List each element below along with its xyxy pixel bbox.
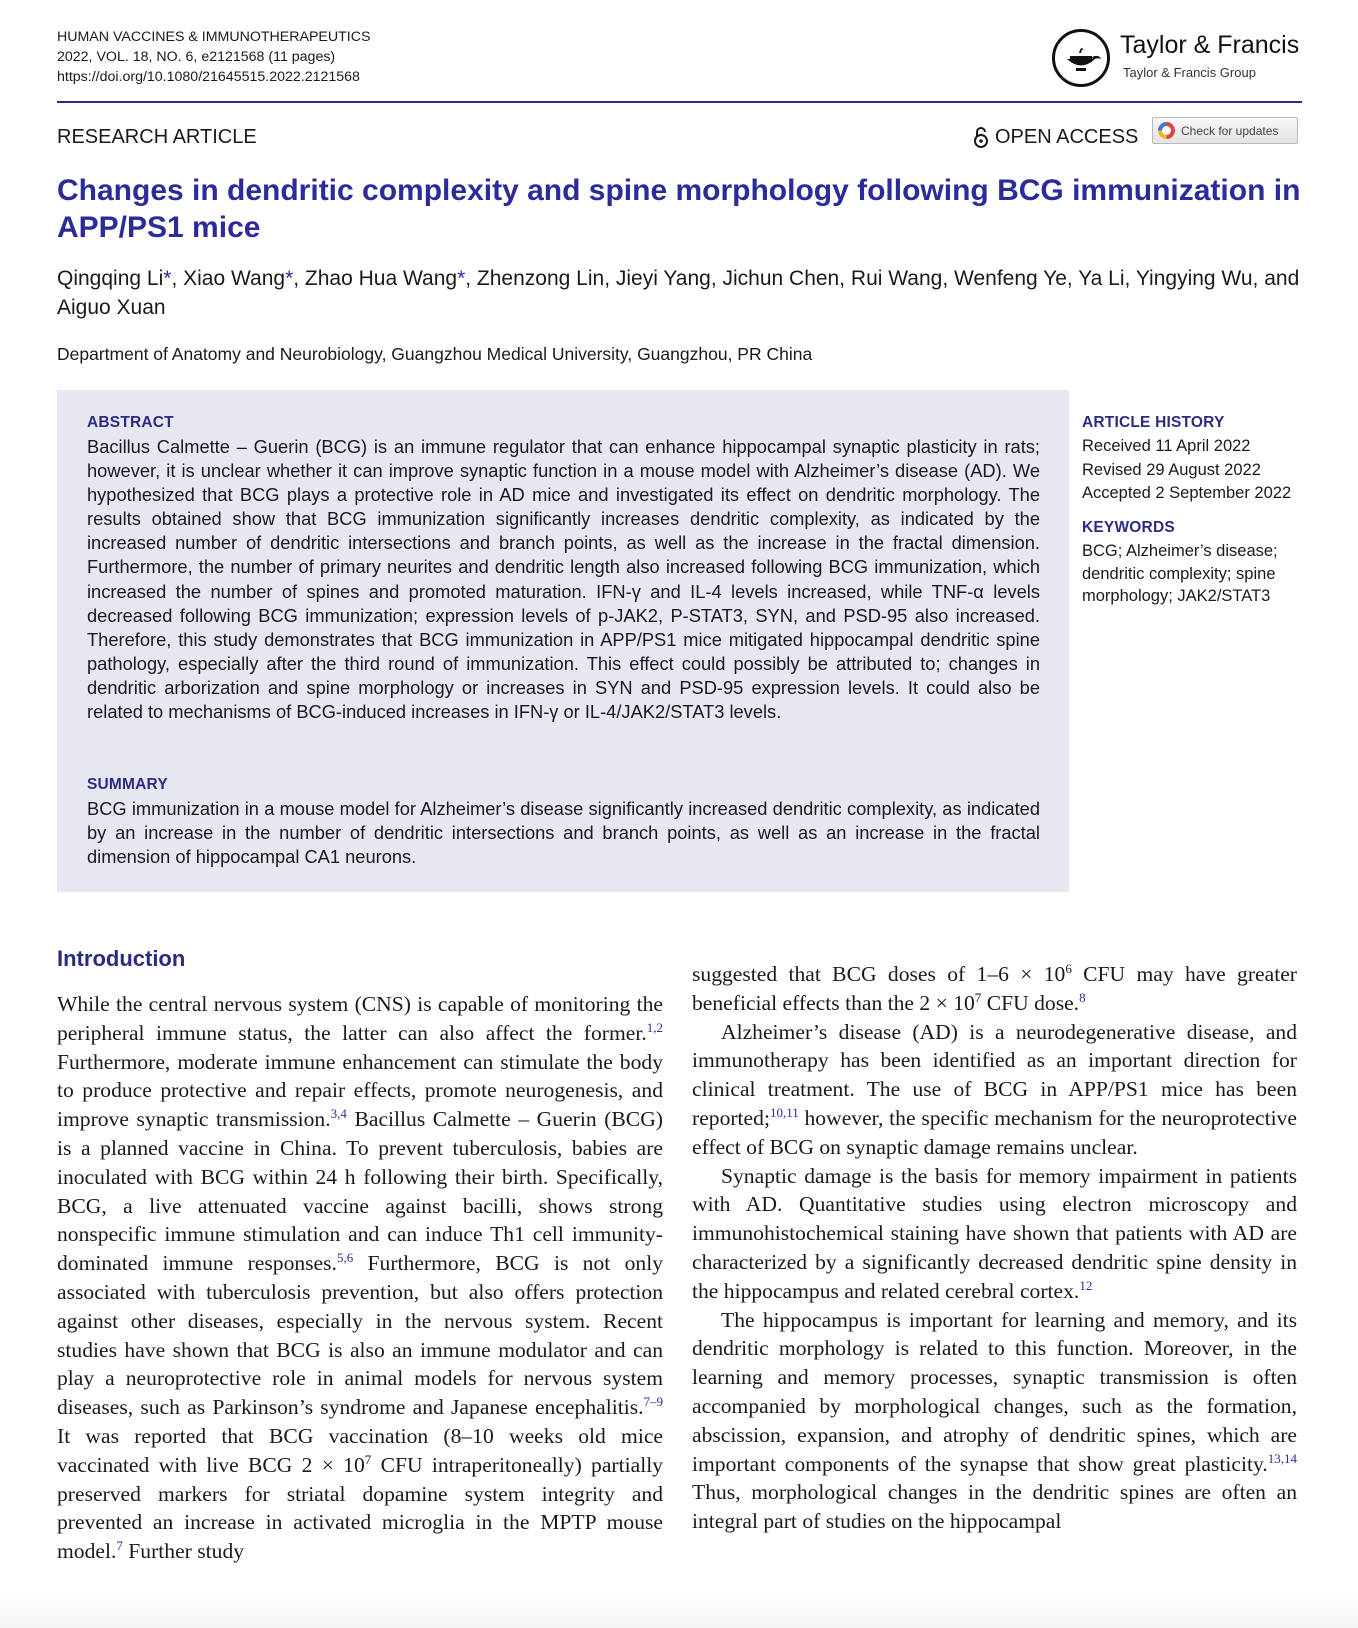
open-lock-icon: [973, 125, 989, 149]
summary-heading: SUMMARY: [87, 776, 168, 793]
received-date: Received 11 April 2022: [1082, 437, 1251, 455]
intro-paragraph-1-continued: suggested that BCG doses of $1-6 \times 10^6$ CFU may have greater beneficial effects than the $2 \times 10^7$ CFU dose.$^8$: [692, 960, 1297, 1015]
article-history-heading: ARTICLE HISTORY: [1082, 414, 1225, 431]
author-name: Jieyi Yang: [615, 267, 711, 290]
citation-ref[interactable]: 5,6: [336, 1249, 354, 1265]
author-name: Xiao Wang: [183, 267, 286, 290]
citation-ref[interactable]: 8: [1079, 989, 1086, 1005]
author-name: Ya Li: [1078, 267, 1125, 290]
author-name: Zhenzong Lin: [476, 267, 605, 290]
accepted-date: Accepted 2 September 2022: [1082, 484, 1292, 502]
author-name: Zhao Hua Wang: [304, 267, 458, 290]
equal-contribution-marker[interactable]: *: [285, 267, 294, 290]
abstract-heading: ABSTRACT: [87, 414, 174, 431]
intro-paragraph-2: Alzheimer’s disease (AD) is a neurodegenerative disease, and immunotherapy has been identified as an important direction for clinical treatment. The use of BCG in APP/PS1 mice has been reported;$^{10,11}$ however, the specific mechanism for the neuroprotective effect of BCG on synaptic damage remains unclear.: [692, 1019, 1297, 1159]
author-name: Wenfeng Ye: [954, 267, 1067, 290]
journal-meta: [57, 27, 370, 87]
crossmark-icon: [1158, 122, 1175, 139]
citation-ref[interactable]: 7: [116, 1537, 123, 1553]
citation-ref[interactable]: 3,4: [330, 1106, 347, 1121]
intro-paragraph-3: Synaptic damage is the basis for memory impairment in patients with AD. Quantitative studies using electron microscopy and immunohistochemical staining have shown that patients with AD are characterized by a significantly decreased dendritic spine density in the hippocampus and related cerebral cortex.$^{12}$: [692, 1163, 1297, 1303]
body-column-right: [692, 960, 1297, 1536]
introduction-heading: Introduction: [57, 946, 186, 971]
article-history: [1082, 435, 1291, 506]
summary-text: BCG immunization in a mouse model for Alzheimer’s disease significantly increased dendritic complexity, as indicated by an increase in the number of dendritic intersections and branch points, as well as an increase in the fractal dimension of hippocampal CA1 neurons.: [87, 798, 1040, 868]
page-bottom-shadow: [0, 1594, 1358, 1628]
check-for-updates-button[interactable]: [1152, 117, 1298, 144]
affiliation: Department of Anatomy and Neurobiology, Guangzhou Medical University, Guangzhou, PR China: [57, 344, 813, 364]
exponent: 6: [1065, 960, 1072, 976]
journal-name: HUMAN VACCINES & IMMUNOTHERAPEUTICS: [57, 29, 371, 45]
article-title: Changes in dendritic complexity and spine morphology following BCG immunization in APP/PS1 mice: [57, 174, 1301, 244]
volume-line: 2022, VOL. 18, NO. 6, e2121568 (11 pages): [57, 49, 336, 65]
author-name: Qingqing Li: [57, 267, 164, 290]
lamp-emblem-icon: [1052, 29, 1110, 87]
citation-ref[interactable]: 12: [1079, 1277, 1093, 1293]
check-updates-label: Check for updates: [1181, 123, 1279, 138]
keywords-text: BCG; Alzheimer’s disease; dendritic complexity; spine morphology; JAK2/STAT3: [1082, 542, 1278, 605]
equal-contribution-marker[interactable]: *: [457, 267, 466, 290]
citation-ref[interactable]: 13,14: [1267, 1450, 1297, 1466]
citation-ref[interactable]: 7–9: [643, 1393, 663, 1409]
publisher-name: Taylor & Francis: [1120, 31, 1300, 59]
citation-ref[interactable]: 10,11: [769, 1104, 799, 1120]
revised-date: Revised 29 August 2022: [1082, 460, 1261, 479]
exponent: 7: [364, 1451, 372, 1467]
article-type: RESEARCH ARTICLE: [57, 126, 257, 148]
keywords-heading: KEYWORDS: [1082, 519, 1175, 536]
intro-paragraph-4: The hippocampus is important for learning and memory, and its dendritic morphology is related to this function. Moreover, in the learning and memory processes, synaptic transmission is often accompanied by morphological changes, such as the formation, abscission, expansion, and atrophy of dendritic spines, which are important components of the synapse that show great plasticity.$^{13,14}$ Thus, morphological changes in the dendritic spines are often an integral part of studies on the hippocampal: [692, 1307, 1297, 1534]
equal-contribution-marker[interactable]: *: [163, 267, 172, 290]
intro-paragraph-1: While the central nervous system (CNS) is capable of monitoring the peripheral immune status, the latter can also affect the former.$^{1,2}$ Furthermore, moderate immune enhancement can stimulate the body to produce protective and repair effects, promote neurogenesis, and improve synaptic transmission.$^{3,4}$ Bacillus Calmette – Guerin (BCG) is a planned vaccine in China. To prevent tuberculosis, babies are inoculated with BCG within 24 h following their birth. Specifically, BCG, a live attenuated vaccine against bacilli, shows strong nonspecific immune stimulation and can induce Th1 cell immunity-dominated immune responses.$^{5,6}$ Furthermore, BCG is not only associated with tuberculosis prevention, but also offers protection against other diseases, especially in the nervous system. Recent studies have shown that BCG is also an immune modulator and can play a neuroprotective role in animal models for nervous system diseases, such as Parkinson’s syndrome and Japanese encephalitis.$^{7-9}$ It was reported that BCG vaccination (8–10 weeks old mice vaccinated with live BCG $2 \times 10^7$ CFU intraperitoneally) partially preserved markers for striatal dopamine system integrity and prevented an increase in activated microglia in the MPTP mouse model.$^7$ Further study: [57, 992, 663, 1564]
exponent: 7: [974, 989, 982, 1005]
publisher-group: Taylor & Francis Group: [1123, 65, 1256, 80]
doi-link[interactable]: https://doi.org/10.1080/21645515.2022.2121568: [57, 69, 360, 85]
open-access-badge: [973, 123, 1138, 151]
publisher-logo[interactable]: [1052, 27, 1302, 89]
author-list: Qingqing Li*, Xiao Wang*, Zhao Hua Wang*, Zhenzong Lin, Jieyi Yang, Jichun Chen, Rui Wang, Wenfeng Ye, Ya Li, Yingying Wu, and Aiguo Xuan: [57, 267, 1300, 319]
body-column-left: [57, 990, 663, 1566]
abstract-text: Bacillus Calmette – Guerin (BCG) is an immune regulator that can enhance hippocampal synaptic plasticity in rats; however, it is unclear whether it can improve synaptic function in a mouse model with Alzheimer’s disease (AD). We hypothesized that BCG plays a protective role in AD mice and investigated its effect on dendritic morphology. The results obtained show that BCG immunization significantly increases dendritic complexity, as indicated by the increased number of dendritic intersections and branch points, as well as the increase in the fractal dimension. Furthermore, the number of primary neurites and dendritic length also increased following BCG immunization, which increased the number of spines and promoted maturation. IFN-γ and IL-4 levels increased, while TNF-α levels decreased following BCG immunization; expression levels of p-JAK2, P-STAT3, SYN, and PSD-95 also increased. Therefore, this study demonstrates that BCG immunization in APP/PS1 mice mitigated hippocampal dendritic spine pathology, especially after the third round of immunization. This effect could possibly be attributed to; changes in dendritic arborization and spine morphology or increases in SYN and PSD-95 expression levels. It could also be related to mechanisms of BCG-induced increases in IFN-γ or IL-4/JAK2/STAT3 levels.: [87, 436, 1040, 723]
author-name: Yingying Wu: [1135, 267, 1253, 290]
open-access-label: OPEN ACCESS: [995, 126, 1139, 148]
author-name: Jichun Chen: [722, 267, 840, 290]
author-name: Rui Wang: [850, 267, 943, 290]
header-rule: [57, 101, 1302, 103]
author-name: Aiguo Xuan: [57, 296, 166, 319]
citation-ref[interactable]: 1,2: [646, 1019, 663, 1035]
